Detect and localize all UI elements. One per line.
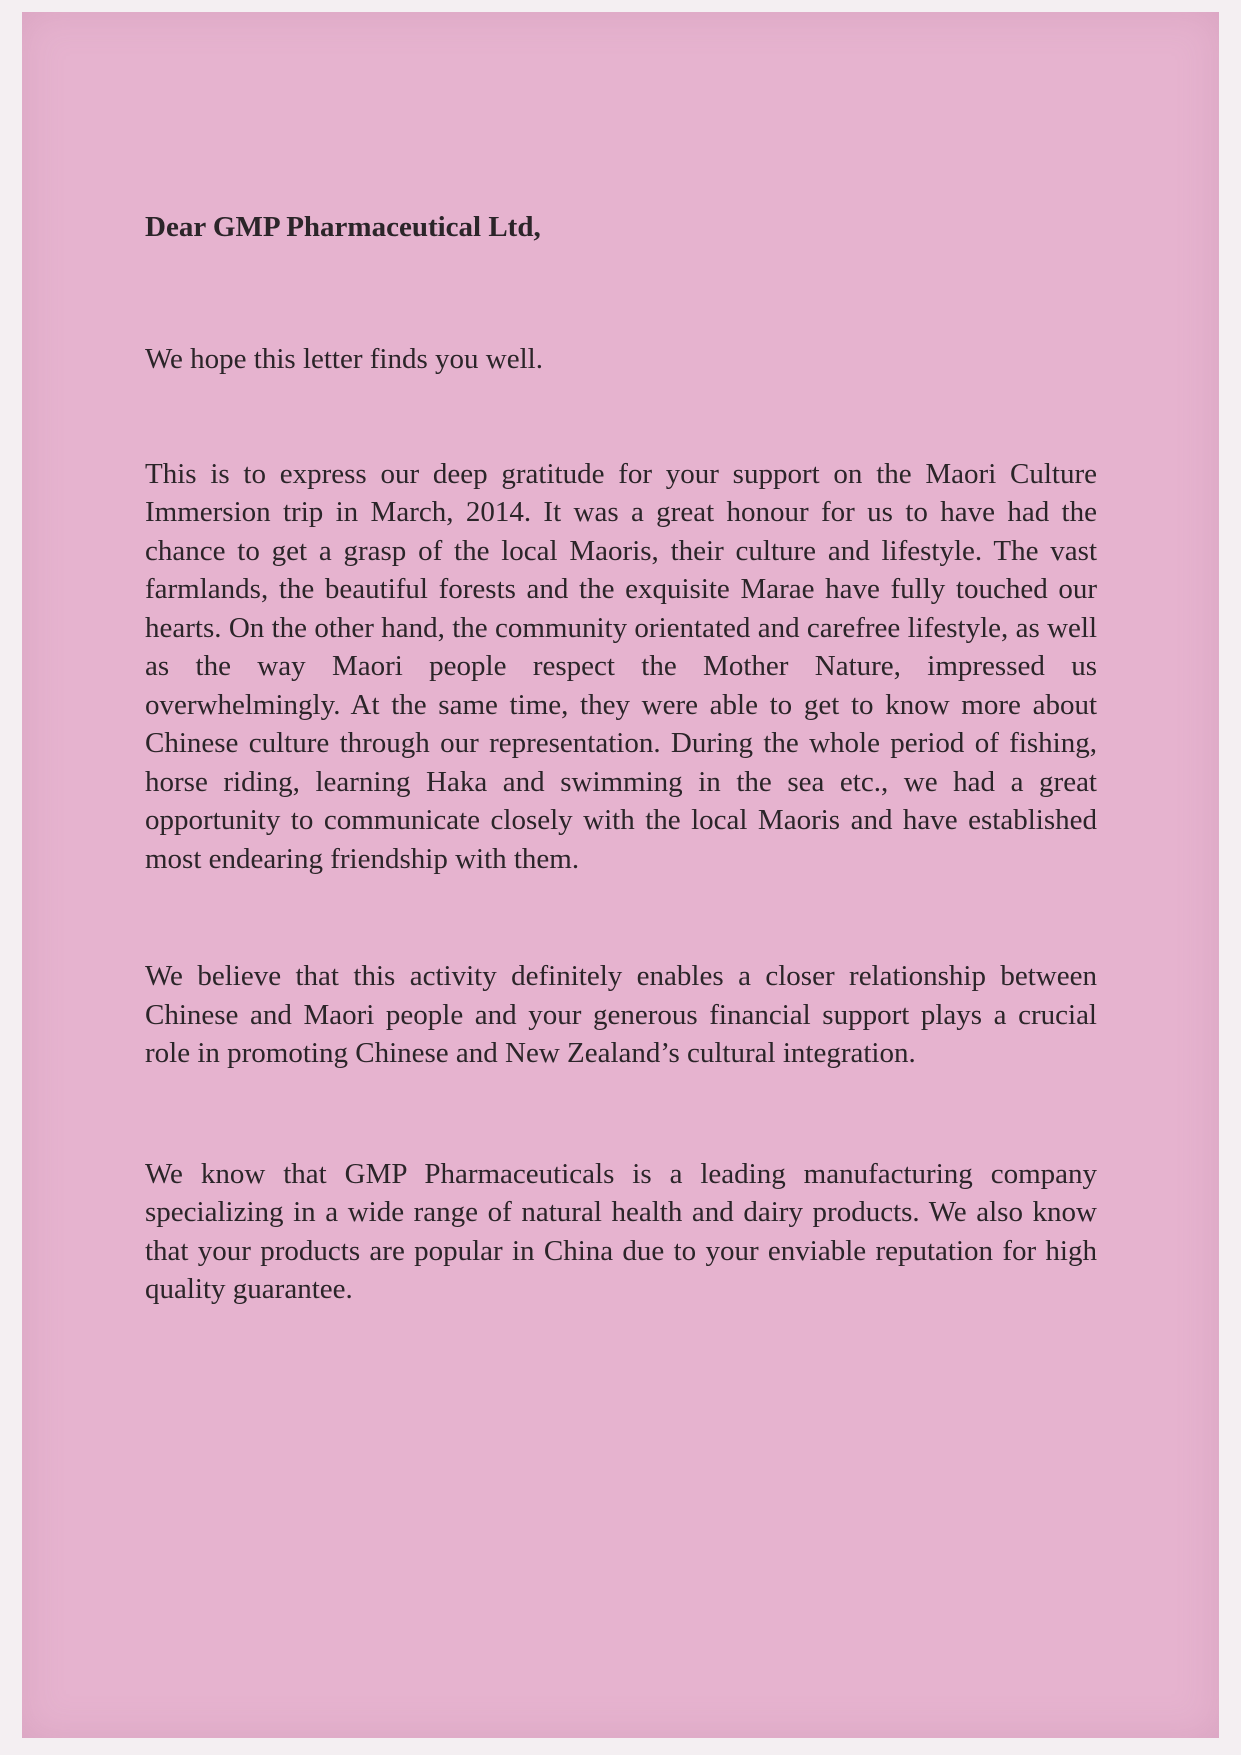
letter-page <box>22 12 1219 1738</box>
gratitude-paragraph: This is to express our deep gratitude for your support on the Maori Culture Immersion trip in March, 2014. It was a great honour for us to have had the chance to get a grasp of the local Maoris, their culture and lifestyle. The vast farmlands, the beautiful forests and the exquisite Marae have fully touched our hearts. On the other hand, the community orientated and carefree lifestyle, as well as the way Maori people respect the Mother Nature, impressed us overwhelmingly. At the same time, they were able to get to know more about Chinese culture through our representation. During the whole period of fishing, horse riding, learning Haka and swimming in the sea etc., we had a great opportunity to communicate closely with the local Maoris and have established most endearing friendship with them. <box>145 457 1097 875</box>
company-paragraph: We know that GMP Pharmaceuticals is a leading manufacturing company specializing in a wide range of natural health and dairy products. We also know that your products are popular in China due to your enviable reputation for high quality guarantee. <box>145 1157 1097 1305</box>
salutation: Dear GMP Pharmaceutical Ltd, <box>145 211 541 243</box>
letter-body <box>145 208 1097 1309</box>
relationship-paragraph: We believe that this activity definitely enables a closer relationship between Chinese and Maori people and your generous financial support plays a crucial role in promoting Chinese and New Zealand’s cultural integration. <box>145 960 1097 1069</box>
greeting-paragraph: We hope this letter finds you well. <box>145 343 543 375</box>
